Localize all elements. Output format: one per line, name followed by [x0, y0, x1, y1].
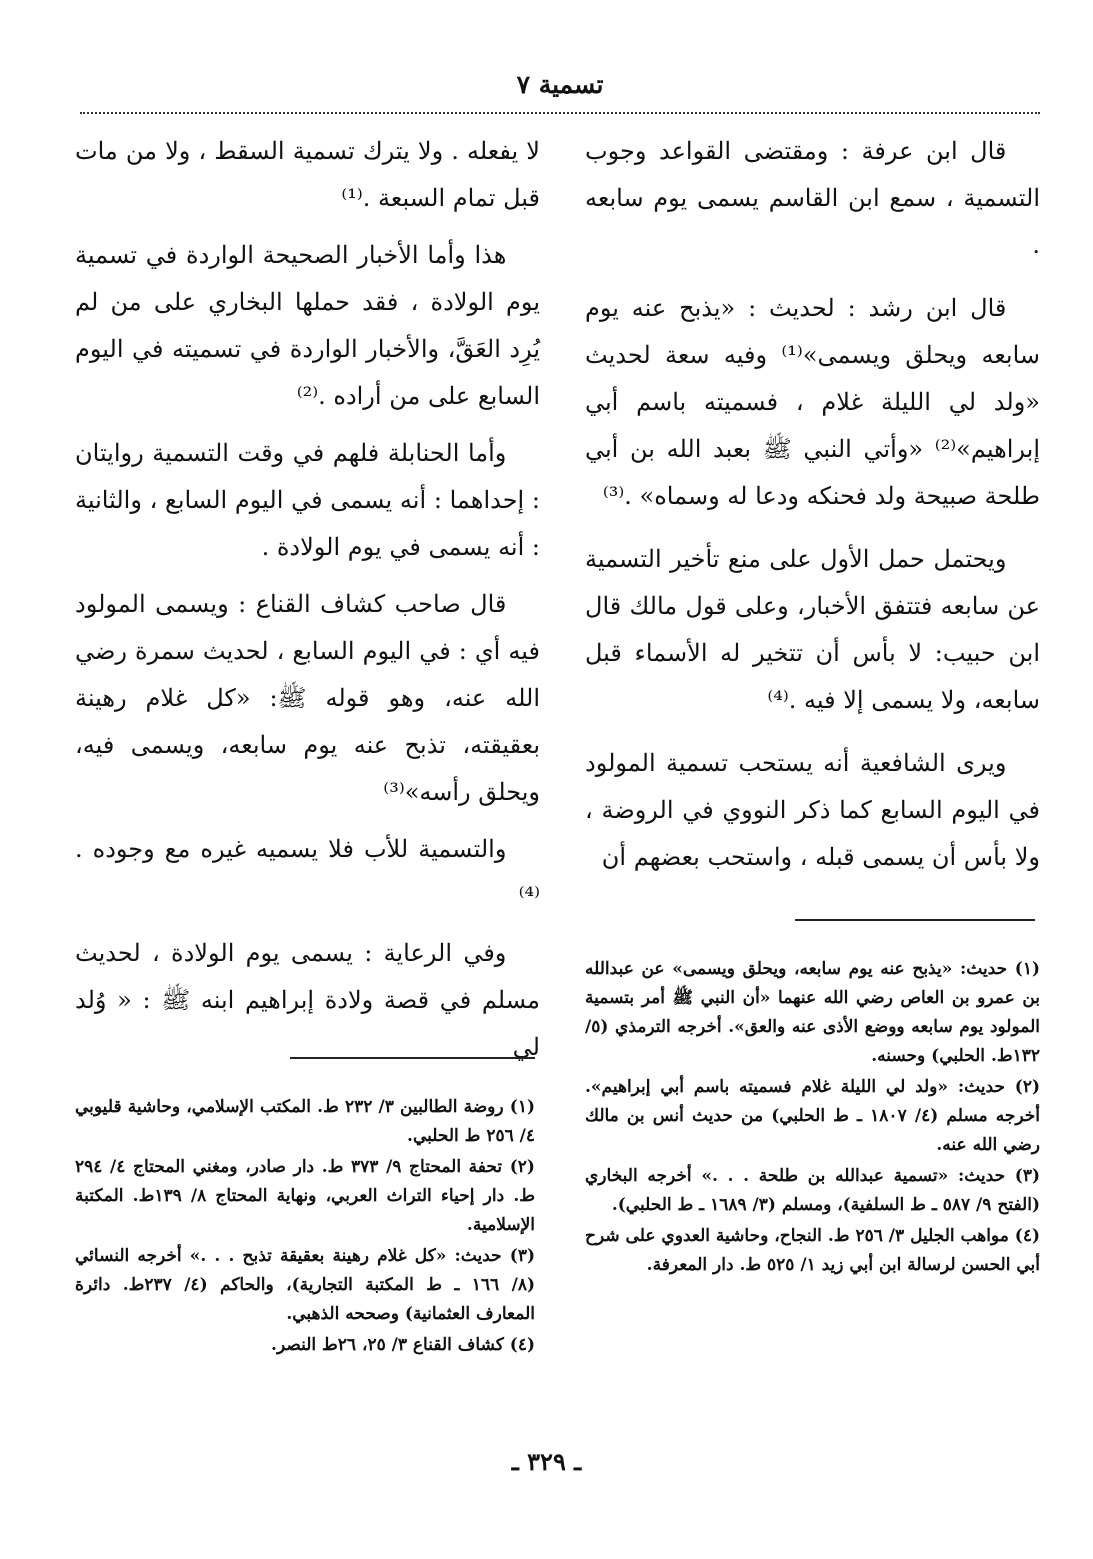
right-footnotes	[585, 955, 1040, 1282]
body-paragraph: ويرى الشافعية أنه يستحب تسمية المولود في اليوم السابع كما ذكر النووي في الروضة ، ولا بأس أن يسمى قبله ، واستحب بعضهم أن	[585, 749, 1040, 871]
left-column	[75, 128, 540, 1081]
footnote: (٢) حديث: «ولد لي الليلة غلام فسميته باسم أبي إبراهيم». أخرجه مسلم (٤/ ١٨٠٧ ـ ط الحلبي) من حديث أنس بن مالك رضي الله عنه.	[585, 1077, 1040, 1155]
footnote: (٢) تحفة المحتاج ٩/ ٣٧٣ ط. دار صادر، ومغني المحتاج ٤/ ٢٩٤ ط. دار إحياء التراث العربي، ونهاية المحتاج ٨/ ١٣٩ط. المكتبة الإسلامية.	[75, 1157, 535, 1235]
body-paragraph: قال صاحب كشاف القناع : ويسمى المولود فيه أي : في اليوم السابع ، لحديث سمرة رضي الله عنه، وهو قوله ﷺ: «كل غلام رهينة بعقيقته، تذبح عنه يوم سابعه، ويسمى فيه، ويحلق رأسه»⁽³⁾	[75, 590, 540, 806]
footnote: (٣) حديث: «كل غلام رهينة بعقيقة تذبح . . .» أخرجه النسائي (٨/ ١٦٦ ـ ط المكتبة التجارية)، والحاكم (٤/ ٢٣٧ط. دائرة المعارف العثمانية) وصححه الذهبي.	[75, 1246, 535, 1324]
footnote: (١) حديث: «يذبح عنه يوم سابعه، ويحلق ويسمى» عن عبدالله بن عمرو بن العاص رضي الله عنهما «أن النبي ﷺ أمر بتسمية المولود يوم سابعه ووضع الأذى عنه والعق». أخرجه الترمذي (٥/ ١٣٢ط. الحلبي) وحسنه.	[585, 959, 1040, 1066]
right-column	[585, 128, 1040, 897]
body-paragraph: هذا وأما الأخبار الصحيحة الواردة في تسمية يوم الولادة ، فقد حملها البخاري على من لم يُرِد العَقَّ، والأخبار الواردة في تسميته في اليوم السابع على من أراده .⁽²⁾	[75, 241, 541, 410]
left-footnotes	[75, 1093, 535, 1362]
footnote-separator	[290, 1057, 535, 1059]
header-dotted-rule	[80, 112, 1040, 114]
body-paragraph: وفي الرعاية : يسمى يوم الولادة ، لحديث مسلم في قصة ولادة إبراهيم ابنه ﷺ : « وُلد لي	[75, 939, 540, 1061]
footnote: (٤) كشاف القناع ٣/ ٢٥، ٢٦ط النصر.	[271, 1335, 535, 1355]
page-header: تسمية ٧	[516, 70, 604, 99]
footnote: (٤) مواهب الجليل ٣/ ٢٥٦ ط. النجاح، وحاشية العدوي على شرح أبي الحسن لرسالة ابن أبي زيد ١/ ٥٢٥ ط. دار المعرفة.	[585, 1226, 1040, 1275]
body-paragraph: والتسمية للأب فلا يسميه غيره مع وجوده .⁽⁴⁾	[75, 835, 540, 910]
footnote: (٣) حديث: «تسمية عبدالله بن طلحة . . .» أخرجه البخاري (الفتح ٩/ ٥٨٧ ـ ط السلفية)، ومسلم (٣/ ١٦٨٩ ـ ط الحلبي).	[585, 1166, 1040, 1215]
body-paragraph: ويحتمل حمل الأول على منع تأخير التسمية عن سابعه فتتفق الأخبار، وعلى قول مالك قال ابن حبيب: لا بأس أن تتخير له الأسماء قبل سابعه، ولا يسمى إلا فيه .⁽⁴⁾	[585, 545, 1040, 714]
page-number: ـ ٣٢٩ ـ	[511, 1447, 582, 1476]
body-paragraph: وأما الحنابلة فلهم في وقت التسمية روايتان : إحداهما : أنه يسمى في اليوم السابع ، والثانية : أنه يسمى في يوم الولادة .	[75, 439, 540, 561]
footnote: (١) روضة الطالبين ٣/ ٢٣٢ ط. المكتب الإسلامي، وحاشية قليوبي ٤/ ٢٥٦ ط الحلبي.	[75, 1097, 535, 1146]
body-paragraph: لا يفعله . ولا يترك تسمية السقط ، ولا من مات قبل تمام السبعة .⁽¹⁾	[75, 137, 540, 212]
footnote-separator	[795, 919, 1035, 921]
body-paragraph: قال ابن عرفة : ومقتضى القواعد وجوب التسمية ، سمع ابن القاسم يسمى يوم سابعه .	[585, 137, 1040, 259]
body-paragraph: قال ابن رشد : لحديث : «يذبح عنه يوم سابعه ويحلق ويسمى»⁽¹⁾ وفيه سعة لحديث «ولد لي الليلة غلام ، فسميته باسم أبي إبراهيم»⁽²⁾ «وأتي النبي ﷺ بعبد الله بن أبي طلحة صبيحة ولد فحنكه ودعا له وسماه» .⁽³⁾	[585, 294, 1041, 510]
